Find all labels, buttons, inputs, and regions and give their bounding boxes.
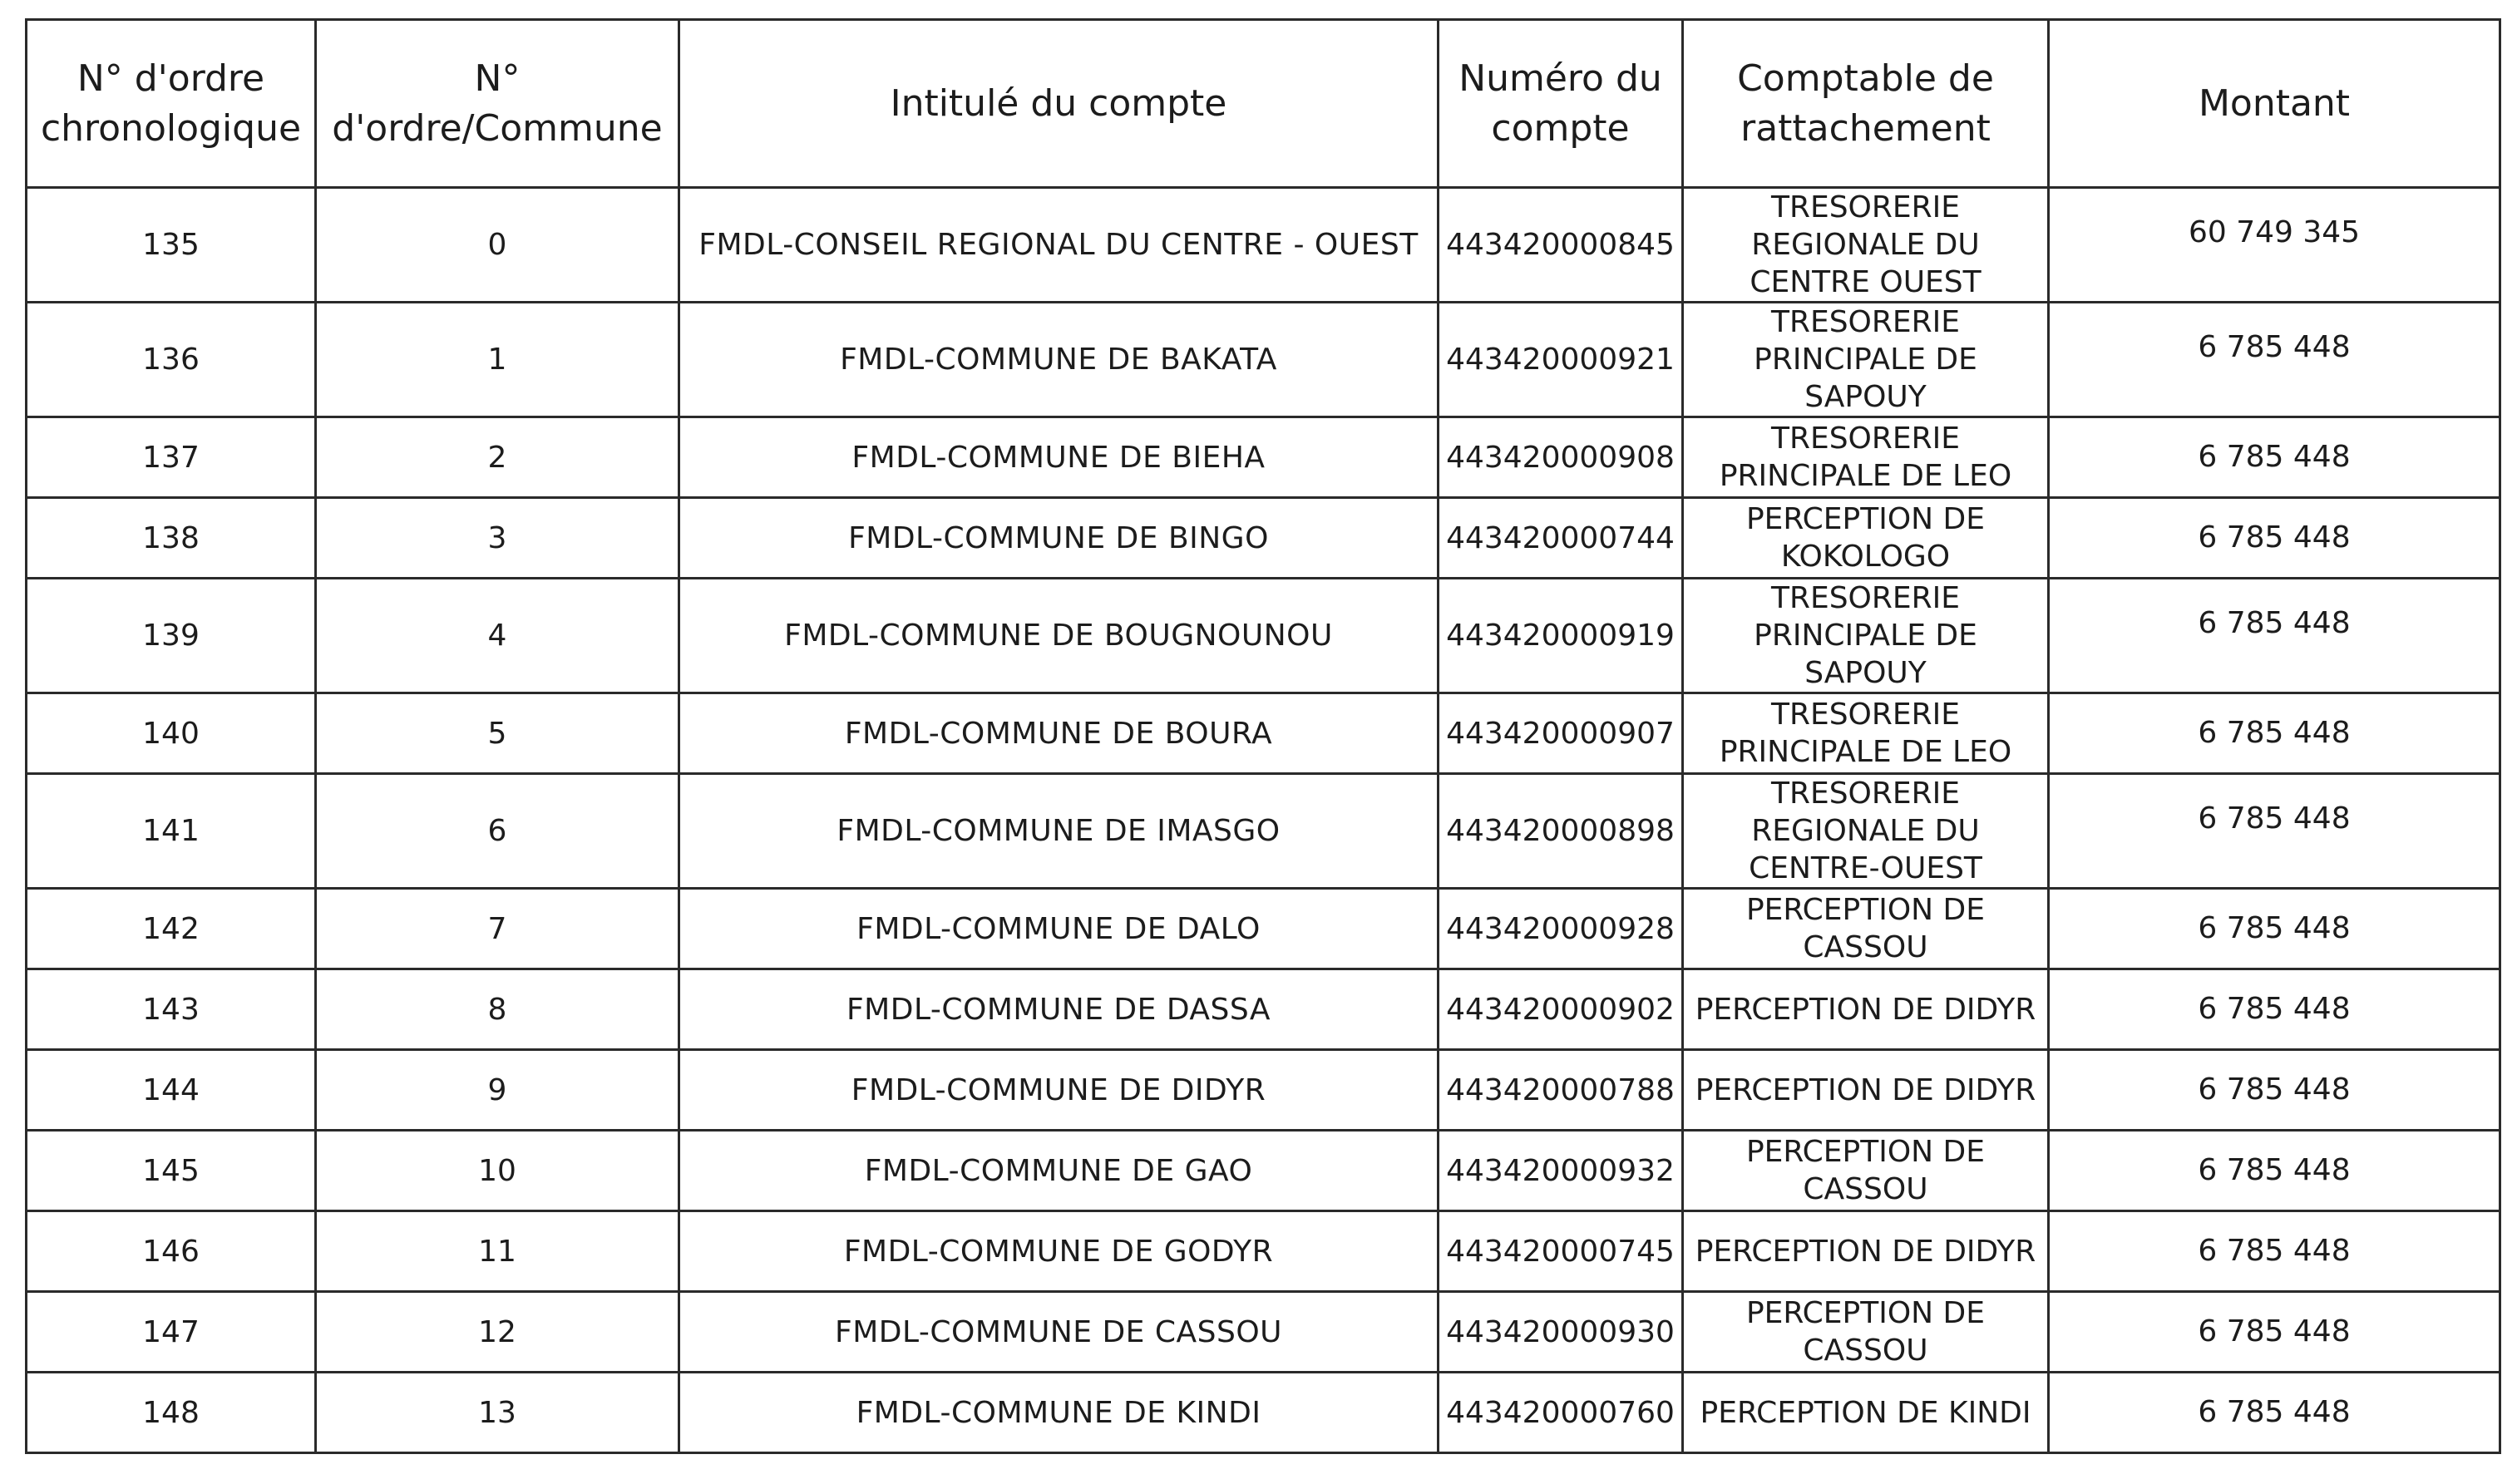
cell-montant: 6 785 448 [2049,889,2500,969]
cell-comptable: PERCEPTION DE KINDI [1683,1373,2049,1453]
cell-intitule: FMDL-COMMUNE DE BINGO [679,498,1439,579]
accounts-table [25,18,2501,1454]
cell-comptable: TRESORERIE PRINCIPALE DE SAPOUY [1683,579,2049,693]
cell-numero: 443420000907 [1439,693,1683,774]
cell-montant: 6 785 448 [2049,1292,2500,1373]
cell-intitule: FMDL-COMMUNE DE IMASGO [679,774,1439,889]
cell-ordre: 1 [316,303,679,417]
header-numero: Numéro du compte [1439,20,1683,188]
cell-montant: 6 785 448 [2049,1131,2500,1211]
header-ordre-commune: N° d'ordre/Commune [316,20,679,188]
cell-montant: 60 749 345 [2049,188,2500,303]
cell-comptable: TRESORERIE PRINCIPALE DE SAPOUY [1683,303,2049,417]
table-row [27,303,2500,417]
cell-chrono: 145 [27,1131,316,1211]
table-row [27,498,2500,579]
cell-comptable: TRESORERIE REGIONALE DU CENTRE-OUEST [1683,774,2049,889]
cell-ordre: 8 [316,969,679,1050]
cell-chrono: 139 [27,579,316,693]
cell-comptable: TRESORERIE PRINCIPALE DE LEO [1683,693,2049,774]
cell-numero: 443420000745 [1439,1211,1683,1292]
cell-chrono: 138 [27,498,316,579]
cell-chrono: 142 [27,889,316,969]
cell-numero: 443420000930 [1439,1292,1683,1373]
table-row [27,188,2500,303]
cell-numero: 443420000760 [1439,1373,1683,1453]
cell-montant: 6 785 448 [2049,303,2500,417]
cell-ordre: 9 [316,1050,679,1131]
cell-comptable: PERCEPTION DE DIDYR [1683,1211,2049,1292]
table-row [27,1050,2500,1131]
cell-intitule: FMDL-COMMUNE DE BOURA [679,693,1439,774]
cell-ordre: 5 [316,693,679,774]
cell-numero: 443420000928 [1439,889,1683,969]
cell-intitule: FMDL-COMMUNE DE GODYR [679,1211,1439,1292]
table-row [27,693,2500,774]
cell-montant: 6 785 448 [2049,693,2500,774]
cell-ordre: 10 [316,1131,679,1211]
cell-intitule: FMDL-COMMUNE DE DASSA [679,969,1439,1050]
cell-montant: 6 785 448 [2049,417,2500,498]
cell-intitule: FMDL-CONSEIL REGIONAL DU CENTRE - OUEST [679,188,1439,303]
cell-chrono: 147 [27,1292,316,1373]
cell-intitule: FMDL-COMMUNE DE DIDYR [679,1050,1439,1131]
table-row [27,969,2500,1050]
header-chrono: N° d'ordre chronologique [27,20,316,188]
cell-comptable: PERCEPTION DE CASSOU [1683,889,2049,969]
header-comptable: Comptable de rattachement [1683,20,2049,188]
cell-chrono: 135 [27,188,316,303]
cell-montant: 6 785 448 [2049,498,2500,579]
cell-intitule: FMDL-COMMUNE DE BIEHA [679,417,1439,498]
table-row [27,417,2500,498]
header-montant: Montant [2049,20,2500,188]
table-row [27,1211,2500,1292]
cell-ordre: 0 [316,188,679,303]
cell-numero: 443420000845 [1439,188,1683,303]
cell-chrono: 137 [27,417,316,498]
header-row [27,20,2500,188]
table-row [27,1373,2500,1453]
cell-montant: 6 785 448 [2049,1050,2500,1131]
header-intitule: Intitulé du compte [679,20,1439,188]
cell-numero: 443420000919 [1439,579,1683,693]
cell-comptable: PERCEPTION DE KOKOLOGO [1683,498,2049,579]
table-row [27,1131,2500,1211]
cell-comptable: PERCEPTION DE DIDYR [1683,1050,2049,1131]
cell-ordre: 4 [316,579,679,693]
table-row [27,1292,2500,1373]
table-header [27,20,2500,188]
cell-intitule: FMDL-COMMUNE DE BAKATA [679,303,1439,417]
cell-intitule: FMDL-COMMUNE DE BOUGNOUNOU [679,579,1439,693]
cell-chrono: 141 [27,774,316,889]
cell-numero: 443420000902 [1439,969,1683,1050]
cell-intitule: FMDL-COMMUNE DE CASSOU [679,1292,1439,1373]
cell-numero: 443420000898 [1439,774,1683,889]
table-body [27,188,2500,1453]
cell-comptable: TRESORERIE REGIONALE DU CENTRE OUEST [1683,188,2049,303]
cell-chrono: 136 [27,303,316,417]
cell-montant: 6 785 448 [2049,774,2500,889]
cell-comptable: PERCEPTION DE CASSOU [1683,1131,2049,1211]
cell-montant: 6 785 448 [2049,579,2500,693]
table-row [27,774,2500,889]
cell-intitule: FMDL-COMMUNE DE DALO [679,889,1439,969]
table-row [27,579,2500,693]
cell-comptable: PERCEPTION DE CASSOU [1683,1292,2049,1373]
cell-montant: 6 785 448 [2049,1211,2500,1292]
cell-numero: 443420000932 [1439,1131,1683,1211]
cell-numero: 443420000744 [1439,498,1683,579]
cell-intitule: FMDL-COMMUNE DE KINDI [679,1373,1439,1453]
cell-chrono: 143 [27,969,316,1050]
cell-montant: 6 785 448 [2049,969,2500,1050]
cell-numero: 443420000908 [1439,417,1683,498]
cell-numero: 443420000788 [1439,1050,1683,1131]
cell-ordre: 12 [316,1292,679,1373]
cell-ordre: 6 [316,774,679,889]
cell-ordre: 3 [316,498,679,579]
cell-montant: 6 785 448 [2049,1373,2500,1453]
cell-ordre: 11 [316,1211,679,1292]
cell-numero: 443420000921 [1439,303,1683,417]
cell-comptable: PERCEPTION DE DIDYR [1683,969,2049,1050]
cell-chrono: 146 [27,1211,316,1292]
cell-ordre: 7 [316,889,679,969]
cell-chrono: 144 [27,1050,316,1131]
cell-chrono: 140 [27,693,316,774]
cell-comptable: TRESORERIE PRINCIPALE DE LEO [1683,417,2049,498]
table-row [27,889,2500,969]
cell-intitule: FMDL-COMMUNE DE GAO [679,1131,1439,1211]
cell-chrono: 148 [27,1373,316,1453]
cell-ordre: 2 [316,417,679,498]
cell-ordre: 13 [316,1373,679,1453]
